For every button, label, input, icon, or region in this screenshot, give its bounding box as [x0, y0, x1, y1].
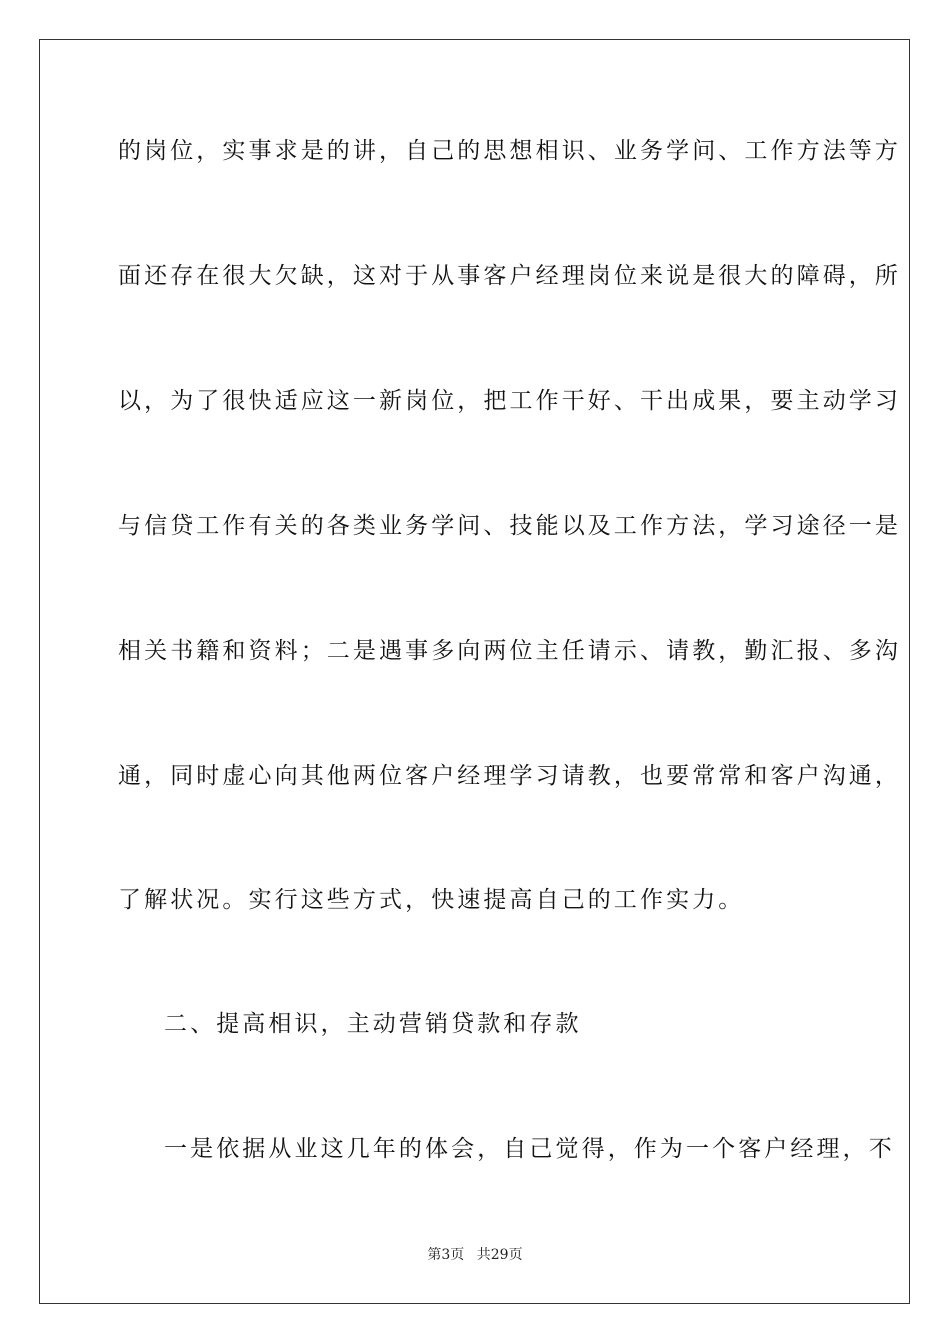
- body-text-line: 了解状况。实行这些方式，快速提高自己的工作实力。: [118, 887, 745, 913]
- body-text-line: 通，同时虚心向其他两位客户经理学习请教，也要常常和客户沟通，: [118, 763, 901, 789]
- page-total: 共29页: [476, 1247, 523, 1263]
- body-text-line: 与信贷工作有关的各类业务学问、技能以及工作方法，学习途径一是: [118, 513, 901, 539]
- body-text-line: 以，为了很快适应这一新岗位，把工作干好、干出成果，要主动学习: [118, 388, 901, 414]
- body-text-line: 一是依据从业这几年的体会，自己觉得，作为一个客户经理，不: [164, 1136, 895, 1162]
- section-heading: 二、提高相识，主动营销贷款和存款: [164, 1011, 582, 1037]
- body-text-line: 面还存在很大欠缺，这对于从事客户经理岗位来说是很大的障碍，所: [118, 263, 901, 289]
- body-text-line: 相关书籍和资料；二是遇事多向两位主任请示、请教，勤汇报、多沟: [118, 638, 901, 664]
- page-footer: [0, 1246, 950, 1264]
- page-number: 第3页: [427, 1247, 465, 1263]
- body-text-line: 的岗位，实事求是的讲，自己的思想相识、业务学问、工作方法等方: [118, 138, 901, 164]
- page-border: [39, 39, 910, 1304]
